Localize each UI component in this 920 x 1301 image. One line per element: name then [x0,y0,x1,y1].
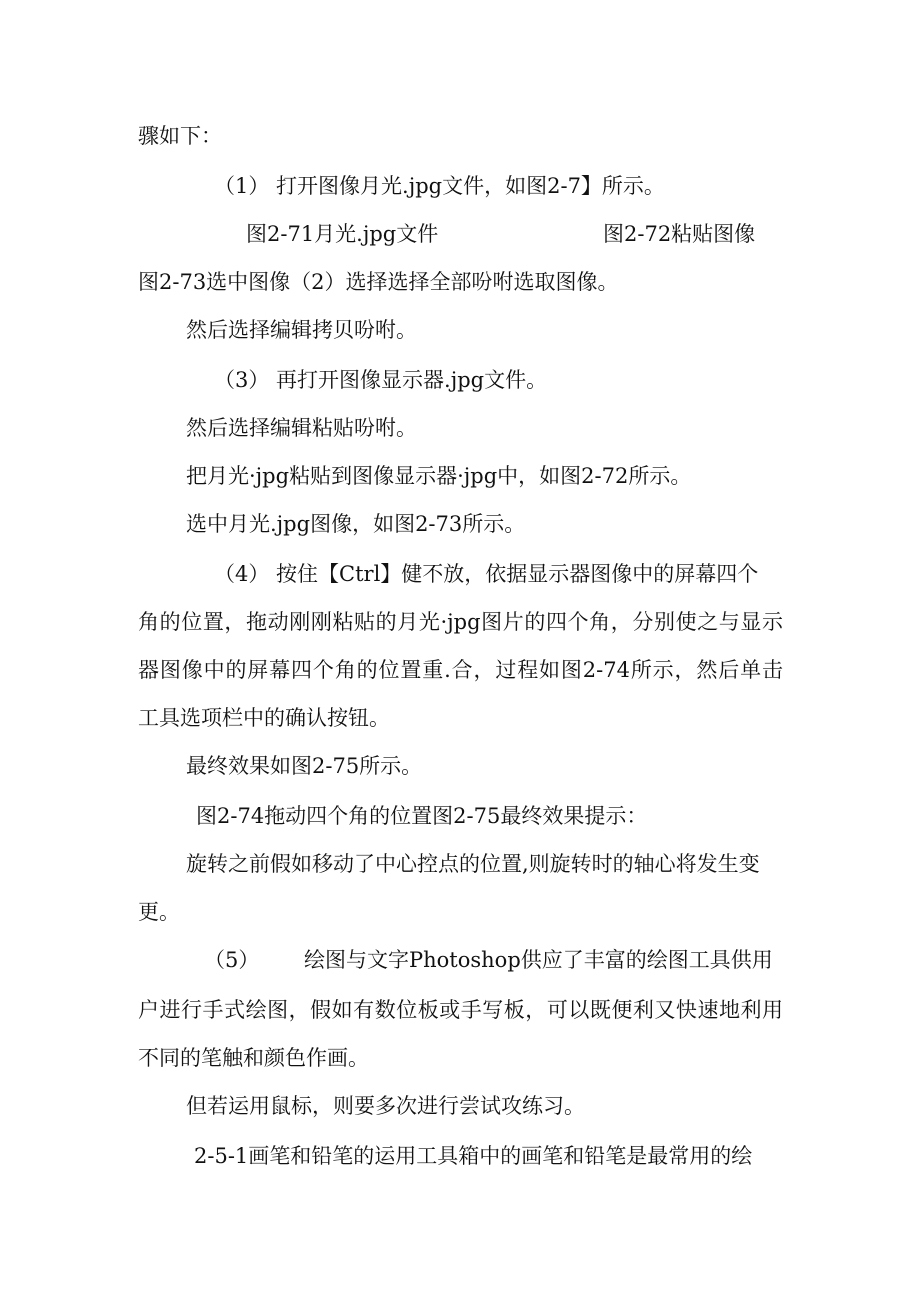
figure-caption: 图2-71月光.jpg文件 [246,222,439,246]
text-line: 2-5-1画笔和铅笔的运用工具箱中的画笔和铅笔是最常用的绘 [194,1144,753,1168]
text-line: 选中月光.jpg图像，如图2-73所示。 [186,512,526,536]
text-line: （1） 打开图像月光.jpg文件，如图2-7】所示。 [214,174,665,198]
text-line: 旋转之前假如移动了中心控点的位置,则旋转时的轴心将发生变 [186,852,760,876]
text-line: 角的位置，拖动刚刚粘贴的月光·jpg图片的四个角，分别使之与显示 [138,610,783,634]
figure-caption: 图2-74拖动四个角的位置图2-75最终效果提示： [196,804,648,828]
text-line: 器图像中的屏幕四个角的位置重.合，过程如图2-74所示，然后单击 [138,658,783,682]
text-line: 最终效果如图2-75所示。 [186,754,423,778]
text-line: 把月光·jpg粘贴到图像显示器·jpg中，如图2-72所示。 [186,464,692,488]
text-line: （3） 再打开图像显示器.jpg文件。 [214,368,548,392]
figure-caption: 图2-72粘贴图像 [603,222,756,246]
text-line: 骤如下： [138,124,222,148]
text-line: 更。 [138,900,180,924]
text-line: 绘图与文字Photoshop供应了丰富的绘图工具供用 [304,948,773,972]
text-line: 图2-73选中图像（2）选择选择全部吩咐选取图像。 [138,270,619,294]
text-line: 不同的笔触和颜色作画。 [138,1046,369,1070]
text-line: 户进行手式绘图，假如有数位板或手写板，可以既便利又快速地利用 [138,998,783,1022]
text-line: （5） [204,948,260,972]
text-line: 工具选项栏中的确认按钮。 [138,706,390,730]
text-line: 然后选择编辑粘贴吩咐。 [186,416,417,440]
text-line: 但若运用鼠标，则要多次进行尝试攻练习。 [186,1094,585,1118]
text-line: 然后选择编辑拷贝吩咐。 [186,318,417,342]
text-line: （4） 按住【Ctrl】健不放，依据显示器图像中的屏幕四个 [214,562,759,586]
